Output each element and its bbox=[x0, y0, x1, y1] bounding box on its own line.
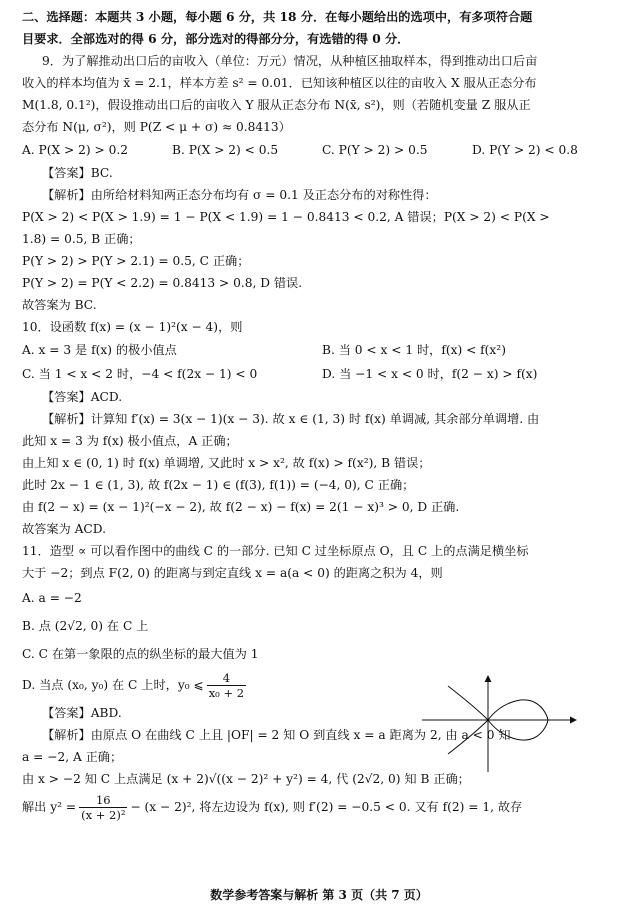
q10-analysis-line: 此知 x = 3 为 f(x) 极小值点，A 正确； bbox=[22, 434, 238, 448]
q11-option-c: C. C 在第一象限的点的纵坐标的最大值为 1 bbox=[22, 647, 259, 661]
q11-analysis-line: 【解析】由原点 O 在曲线 C 上且 |OF| = 2 知 O 到直线 x = a 距离为 2, 由 a < 0 知 bbox=[42, 728, 511, 742]
q10-option-d: D. 当 −1 < x < 0 时，f(2 − x) > f(x) bbox=[322, 367, 538, 381]
q11-last-fraction bbox=[79, 793, 127, 822]
q10-stem: 10．设函数 f(x) = (x − 1)²(x − 4)，则 bbox=[22, 320, 243, 334]
curve-c-lower-branch bbox=[448, 720, 548, 754]
q11-analysis-line: a = −2, A 正确； bbox=[22, 750, 123, 764]
fraction-numerator: 16 bbox=[79, 793, 127, 808]
q9-analysis-line: 【解析】由所给材料知两正态分布均有 σ = 0.1 及正态分布的对称性得： bbox=[42, 188, 437, 202]
q9-analysis-line: 1.8) = 0.5, B 正确； bbox=[22, 232, 141, 246]
q11-analysis-line: 由 x > −2 知 C 上点满足 (x + 2)√((x − 2)² + y²) = 4, 代 (2√2, 0) 知 B 正确； bbox=[22, 772, 470, 786]
q11-last-suffix: − (x − 2)², 将左边设为 f(x), 则 f′(2) = −0.5 < 0. 又有 f(2) = 1, 故存 bbox=[130, 800, 523, 814]
q10-option-b: B. 当 0 < x < 1 时，f(x) < f(x²) bbox=[322, 343, 506, 357]
fraction-denominator: (x + 2)² bbox=[81, 808, 126, 822]
curve-c-figure bbox=[400, 672, 590, 776]
q10-option-c: C. 当 1 < x < 2 时，−4 < f(2x − 1) < 0 bbox=[22, 367, 258, 381]
q9-analysis-line: P(Y > 2) = P(Y < 2.2) = 0.8413 > 0.8, D 错误. bbox=[22, 276, 303, 290]
q10-option-a: A. x = 3 是 f(x) 的极小值点 bbox=[22, 343, 177, 357]
q11-stem-line: 11．造型 ∝ 可以看作图中的曲线 C 的一部分. 已知 C 过坐标原点 O，且 C 上的点满足横坐标 bbox=[22, 544, 529, 558]
section-header-line-1: 二、选择题：本题共 3 小题，每小题 6 分，共 18 分．在每小题给出的选项中，有多项符合题 bbox=[22, 10, 533, 24]
q9-answer: 【答案】BC. bbox=[42, 166, 113, 180]
section-header-line-2: 目要求．全部选对的得 6 分，部分选对的得部分分，有选错的得 0 分． bbox=[22, 32, 410, 46]
q10-options-row-2 bbox=[22, 362, 622, 386]
q11-answer: 【答案】ABD. bbox=[42, 706, 122, 720]
q11-option-d-fraction bbox=[207, 671, 246, 700]
q9-option-c: C. P(Y > 2) > 0.5 bbox=[322, 143, 428, 157]
q9-option-d: D. P(Y > 2) < 0.8 bbox=[472, 143, 578, 157]
q10-analysis-line: 此时 2x − 1 ∈ (1, 3), 故 f(2x − 1) ∈ (f(3), f(1)) = (−4, 0), C 正确； bbox=[22, 478, 415, 492]
q9-analysis-line: P(Y > 2) > P(Y > 2.1) = 0.5, C 正确； bbox=[22, 254, 250, 268]
q10-analysis-line: 由 f(2 − x) = (x − 1)²(−x − 2), 故 f(2 − x) − f(x) = 2(1 − x)³ > 0, D 正确. bbox=[22, 500, 460, 514]
q9-stem-line: 态分布 N(μ, σ²)，则 P(Z < μ + σ) ≈ 0.8413） bbox=[22, 120, 291, 134]
fraction-denominator: x₀ + 2 bbox=[208, 686, 245, 700]
q9-option-a: A. P(X > 2) > 0.2 bbox=[22, 143, 128, 157]
q9-stem-line: 收入的样本均值为 x̄ = 2.1，样本方差 s² = 0.01．已知该种植区以往的亩收入 X 服从正态分布 bbox=[22, 76, 537, 90]
q11-stem-line: 大于 −2；到点 F(2, 0) 的距离与到定直线 x = a(a < 0) 的距离之积为 4，则 bbox=[22, 566, 443, 580]
q10-options-row-1 bbox=[22, 338, 622, 362]
q11-option-b: B. 点 (2√2, 0) 在 C 上 bbox=[22, 619, 149, 633]
page-footer: 数学参考答案与解析 第 3 页（共 7 页） bbox=[210, 888, 428, 902]
q9-stem-line: 9．为了解推动出口后的亩收入（单位：万元）情况，从种植区抽取样本，得到推动出口后亩 bbox=[42, 54, 538, 68]
q9-stem-line: M(1.8, 0.1²)，假设推动出口后的亩收入 Y 服从正态分布 N(x̄, s²)，则（若随机变量 Z 服从正 bbox=[22, 98, 531, 112]
q10-analysis-line: 【解析】计算知 f′(x) = 3(x − 1)(x − 3). 故 x ∈ (1, 3) 时 f(x) 单调减, 其余部分单调增. 由 bbox=[42, 412, 540, 426]
q11-option-a: A. a = −2 bbox=[22, 591, 82, 605]
fraction-numerator: 4 bbox=[207, 671, 246, 686]
q9-option-b: B. P(X > 2) < 0.5 bbox=[172, 143, 279, 157]
q10-analysis-line: 由上知 x ∈ (0, 1) 时 f(x) 单调增, 又此时 x > x², 故 f(x) > f(x²), B 错误； bbox=[22, 456, 431, 470]
q10-analysis-line: 故答案为 ACD. bbox=[22, 522, 106, 536]
q9-options bbox=[22, 138, 622, 162]
q11-option-d-prefix: D. 当点 (x₀, y₀) 在 C 上时，y₀ ⩽ bbox=[22, 678, 204, 692]
q10-answer: 【答案】ACD. bbox=[42, 390, 123, 404]
q11-analysis-last-line bbox=[22, 790, 622, 824]
curve-c-upper-branch bbox=[448, 686, 548, 720]
q11-last-prefix: 解出 y² = bbox=[22, 800, 77, 814]
q9-analysis-line: 故答案为 BC. bbox=[22, 298, 97, 312]
q9-analysis-line: P(X > 2) < P(X > 1.9) = 1 − P(X < 1.9) = 1 − 0.8413 < 0.2, A 错误；P(X > 2) < P(X > bbox=[22, 210, 550, 224]
